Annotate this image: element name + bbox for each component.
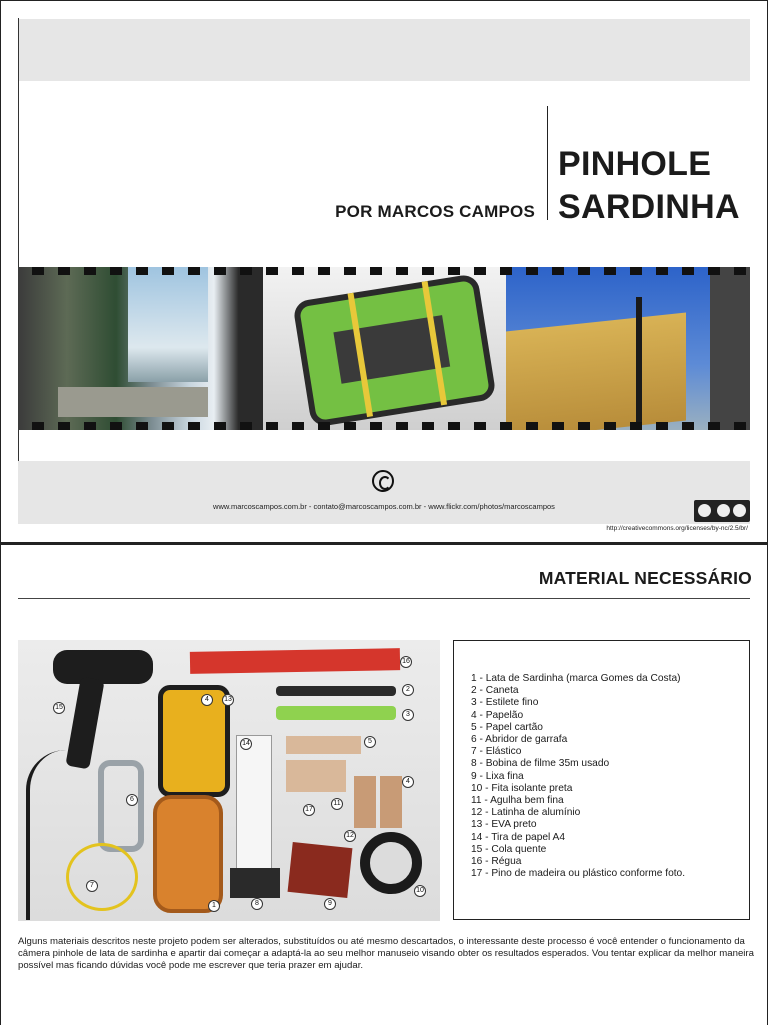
pen	[276, 686, 396, 696]
photo-label: 4	[402, 776, 414, 788]
photo-sardine-can-camera	[263, 267, 506, 430]
photo-label: 6	[126, 794, 138, 806]
list-item: 9 - Lixa fina	[471, 770, 524, 782]
sandpaper	[288, 842, 353, 898]
materials-list-box	[453, 640, 750, 920]
film-sprockets-bottom	[18, 422, 750, 430]
list-item: 12 - Latinha de alumínio	[471, 807, 581, 819]
film-roll	[230, 868, 280, 898]
photo-label: 16	[400, 656, 412, 668]
list-item: 3 - Estilete fino	[471, 697, 539, 709]
cover-author: POR MARCOS CAMPOS	[335, 202, 535, 221]
license-url[interactable]: http://creativecommons.org/licenses/by-nc/2.5/br/	[606, 525, 748, 532]
creative-commons-by-nc-icon[interactable]	[694, 500, 750, 522]
title-line-1: PINHOLE	[558, 145, 712, 183]
marcos-campos-logo-icon	[372, 470, 394, 492]
photo-label: 8	[251, 898, 263, 910]
photo-label: 10	[414, 885, 426, 897]
film-strip	[18, 267, 750, 430]
film-sprockets-top	[18, 267, 750, 275]
section-title: MATERIAL NECESSÁRIO	[538, 568, 752, 588]
materials-note: Alguns materiais descritos neste projeto podem ser alterados, substituídos ou até mesmo descartados, o interessante deste processo é você entender o funcionamento da câmera pinhole de lata de sardinha e apartir dai começar a adaptá-la ao seu melhor manuseio visando obter os resultados esperados. Vou tentar explicar da melhor maneira possível mas ficando dúvidas você pode me escrever que teria prazer em ajudar.	[18, 936, 754, 971]
materials-list	[471, 673, 685, 880]
photo-label: 13	[222, 694, 234, 706]
photo-label: 1	[208, 900, 220, 912]
photo-label: 5	[364, 736, 376, 748]
electrical-tape	[360, 832, 422, 894]
photo-label: 15	[53, 702, 65, 714]
list-item: 15 - Cola quente	[471, 843, 547, 855]
ruler	[190, 648, 400, 674]
list-item: 17 - Pino de madeira ou plástico conforme foto.	[471, 868, 686, 880]
photo-window	[18, 267, 263, 430]
photo-building-street-lamp	[506, 267, 750, 430]
materials-photo	[18, 640, 440, 921]
list-item: 2 - Caneta	[471, 685, 519, 697]
list-item: 13 - EVA preto	[471, 819, 537, 831]
photo-label: 4	[201, 694, 213, 706]
list-item: 6 - Abridor de garrafa	[471, 734, 568, 746]
bottle-opener	[98, 760, 144, 852]
photo-label: 14	[240, 738, 252, 750]
photo-label: 2	[402, 684, 414, 696]
cover-contacts[interactable]: www.marcoscampos.com.br - contato@marcoscampos.com.br - www.flickr.com/photos/marcoscampos	[213, 502, 555, 511]
photo-label: 12	[344, 830, 356, 842]
list-item: 8 - Bobina de filme 35m usado	[471, 758, 610, 770]
eva-piece	[158, 685, 230, 797]
photo-label: 9	[324, 898, 336, 910]
title-line-2: SARDINHA	[558, 188, 740, 226]
craft-knife	[276, 706, 396, 720]
rubber-band	[66, 843, 138, 911]
list-item: 1 - Lata de Sardinha (marca Gomes da Costa)	[471, 673, 681, 684]
photo-label: 7	[86, 880, 98, 892]
glue-gun	[53, 650, 163, 760]
paper-strip	[236, 735, 272, 877]
photo-label: 3	[402, 709, 414, 721]
list-item: 14 - Tira de papel A4	[471, 831, 566, 843]
list-item: 5 - Papel cartão	[471, 721, 543, 733]
list-item: 16 - Régua	[471, 856, 522, 868]
list-item: 10 - Fita isolante preta	[471, 782, 573, 794]
list-item: 7 - Elástico	[471, 746, 522, 758]
cover-title	[558, 143, 740, 229]
list-item: 4 - Papelão	[471, 709, 524, 721]
photo-label: 17	[303, 804, 315, 816]
title-divider	[547, 106, 548, 220]
section-rule	[18, 598, 750, 599]
sardine-can	[153, 795, 223, 913]
photo-label: 11	[331, 798, 343, 810]
list-item: 11 - Agulha bem fina	[471, 795, 564, 807]
